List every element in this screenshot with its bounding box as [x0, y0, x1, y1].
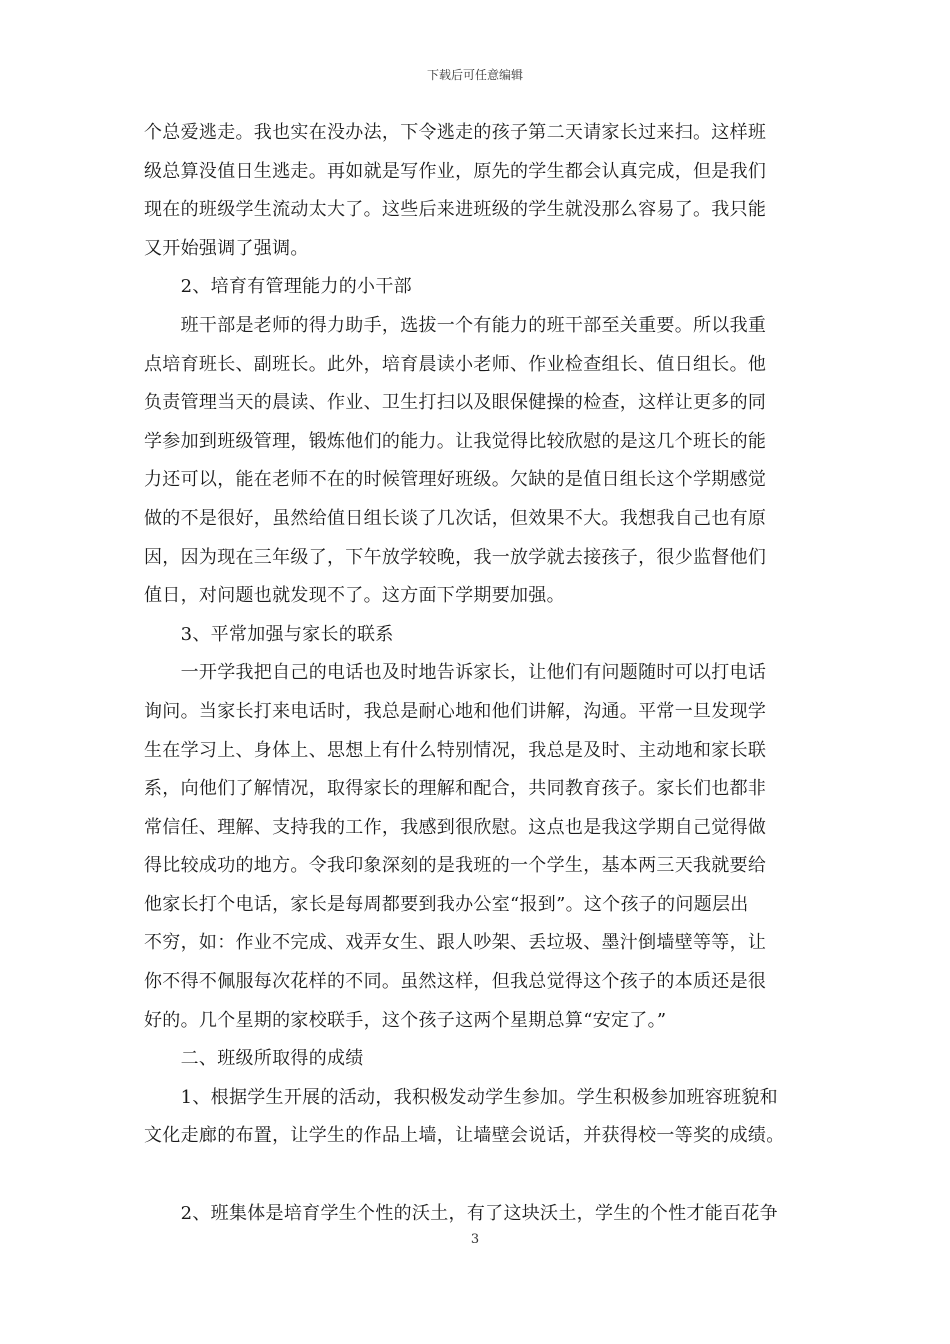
body-line: 生在学习上、身体上、思想上有什么特别情况，我总是及时、主动地和家长联: [144, 739, 767, 761]
section-heading: 2、培育有管理能力的小干部: [144, 276, 412, 298]
body-line: 2、班集体是培育学生个性的沃土，有了这块沃土，学生的个性才能百花争: [144, 1203, 778, 1225]
body-line: 常信任、理解、支持我的工作，我感到很欣慰。这点也是我这学期自己觉得做: [144, 816, 767, 838]
section-heading: 二、班级所取得的成绩: [144, 1048, 364, 1070]
document-body: [144, 114, 810, 1234]
page-header: 下载后可任意编辑: [426, 68, 523, 82]
body-line: 你不得不佩服每次花样的不同。虽然这样，但我总觉得这个孩子的本质还是很: [144, 971, 767, 993]
section-heading: 3、平常加强与家长的联系: [144, 623, 394, 645]
page-number: 3: [470, 1232, 480, 1247]
body-line: 系，向他们了解情况，取得家长的理解和配合，共同教育孩子。家长们也都非: [144, 778, 767, 800]
body-line: 级总算没值日生逃走。再如就是写作业，原先的学生都会认真完成，但是我们: [144, 160, 767, 182]
body-line: 一开学我把自己的电话也及时地告诉家长，让他们有问题随时可以打电话: [144, 662, 767, 684]
body-line: 好的。几个星期的家校联手，这个孩子这两个星期总算“安定了。”: [144, 1009, 667, 1031]
body-line: 现在的班级学生流动太大了。这些后来进班级的学生就没那么容易了。我只能: [144, 199, 767, 221]
body-line: 文化走廊的布置，让学生的作品上墙，让墙壁会说话，并获得校一等奖的成绩。: [144, 1125, 785, 1147]
body-line: 点培育班长、副班长。此外，培育晨读小老师、作业检查组长、值日组长。他: [144, 353, 767, 375]
body-line: 负责管理当天的晨读、作业、卫生打扫以及眼保健操的检查，这样让更多的同: [144, 392, 767, 414]
body-line: 值日，对问题也就发现不了。这方面下学期要加强。: [144, 585, 565, 607]
body-line: 询问。当家长打来电话时，我总是耐心地和他们讲解，沟通。平常一旦发现学: [144, 700, 767, 722]
body-line: 班干部是老师的得力助手，选拔一个有能力的班干部至关重要。所以我重: [144, 314, 767, 336]
body-line: 力还可以，能在老师不在的时候管理好班级。欠缺的是值日组长这个学期感觉: [144, 469, 767, 491]
body-line: 又开始强调了强调。: [144, 237, 309, 259]
body-line: 因，因为现在三年级了，下午放学较晚，我一放学就去接孩子，很少监督他们: [144, 546, 767, 568]
body-line: 个总爱逃走。我也实在没办法，下令逃走的孩子第二天请家长过来扫。这样班: [144, 122, 767, 143]
body-line: 不穷，如：作业不完成、戏弄女生、跟人吵架、丢垃圾、墨汁倒墙壁等等，让: [144, 932, 767, 954]
body-line: 做的不是很好，虽然给值日组长谈了几次话，但效果不大。我想我自己也有原: [144, 507, 767, 529]
blank-line: [144, 1156, 810, 1195]
body-line: 1、根据学生开展的活动，我积极发动学生参加。学生积极参加班容班貌和: [144, 1086, 778, 1108]
body-line: 他家长打个电话，家长是每周都要到我办公室“报到”。这个孩子的问题层出: [144, 893, 749, 915]
body-line: 学参加到班级管理，锻炼他们的能力。让我觉得比较欣慰的是这几个班长的能: [144, 430, 767, 452]
body-line: 得比较成功的地方。令我印象深刻的是我班的一个学生，基本两三天我就要给: [144, 855, 767, 877]
